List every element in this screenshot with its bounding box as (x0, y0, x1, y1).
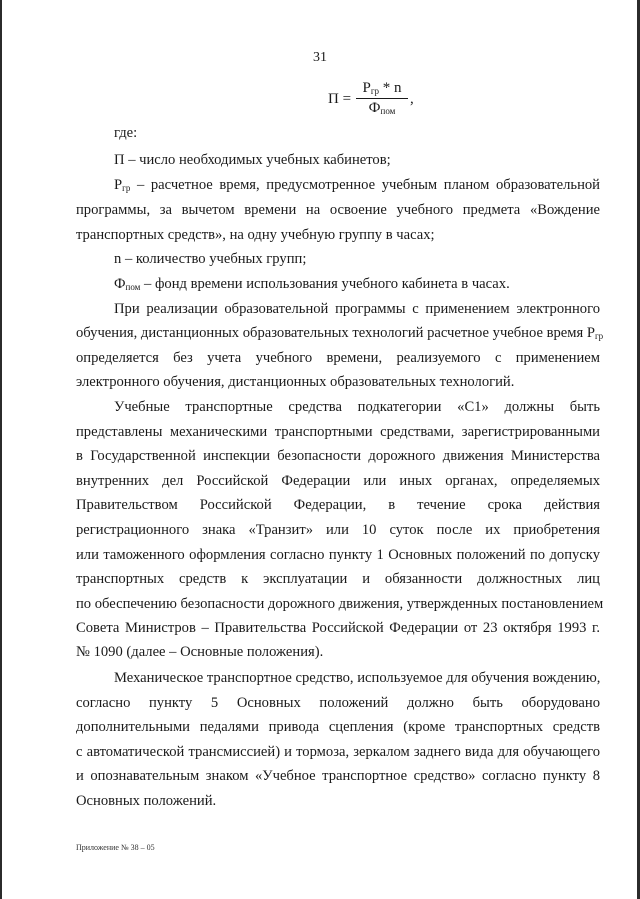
paragraph-line (114, 175, 600, 198)
paragraph-line: определяется без учета учебного времени, реализуемого с применением (76, 350, 600, 366)
formula-denominator (356, 100, 408, 117)
paragraph-line: Совета Министров – Правительства Российской Федерации от 23 октября 1993 г. (76, 620, 600, 636)
numerator-symbol: P (362, 80, 371, 96)
paragraph-line: представлены механическими транспортными средствами, зарегистрированными (76, 424, 600, 440)
formula-lhs: П = (328, 91, 352, 107)
text-span: P (114, 177, 123, 193)
paragraph-line: по обеспечению безопасности дорожного движения, утвержденных постановлением (76, 596, 604, 612)
paragraph-line: внутренних дел Российской Федерации или иных органах, определяемых (76, 473, 600, 489)
paragraph-line: с автоматической трансмиссией) и тормоза, зеркалом заднего вида для обучающего (76, 744, 600, 760)
paragraph-line: n – количество учебных групп; (114, 251, 307, 267)
subscript: пом (125, 282, 141, 292)
numerator-rest: * n (379, 80, 402, 96)
paragraph-line: транспортных средств», на одну учебную группу в часах; (76, 227, 435, 243)
fraction-bar (356, 98, 408, 99)
paragraph-line (114, 274, 510, 297)
paragraph-line: и опознавательным знаком «Учебное транспортное средство» согласно пункту 8 (76, 768, 600, 784)
paragraph-line: П – число необходимых учебных кабинетов; (114, 152, 391, 168)
paragraph-line: программы, за вычетом времени на освоение учебного предмета «Вождение (76, 202, 600, 218)
formula-fraction (356, 80, 408, 117)
text-span: Ф (114, 276, 126, 292)
subscript: гр (594, 331, 604, 341)
text-span: обучения, дистанционных образовательных технологий расчетное учебное время P (76, 325, 595, 341)
page-edge-left (0, 0, 2, 899)
paragraph-line: согласно пункту 5 Основных положений должно быть оборудовано (76, 695, 600, 711)
text-span: – расчетное время, предусмотренное учебным планом образовательной (130, 177, 600, 193)
paragraph-line: Основных положений. (76, 793, 217, 809)
paragraph-line: или таможенного оформления согласно пункту 1 Основных положений по допуску (76, 547, 600, 563)
denominator-symbol: Ф (368, 100, 381, 116)
paragraph-line: № 1090 (далее – Основные положения). (76, 644, 324, 660)
paragraph-line: в Государственной инспекции безопасности дорожного движения Министерства (76, 448, 600, 464)
formula-tail: , (410, 91, 414, 107)
paragraph-line (76, 323, 603, 346)
paragraph-line: Механическое транспортное средство, используемое для обучения вождению, (114, 670, 601, 686)
paragraph-line: При реализации образовательной программы с применением электронного (114, 301, 600, 317)
paragraph-line: электронного обучения, дистанционных образовательных технологий. (76, 374, 515, 390)
text-span: – фонд времени использования учебного кабинета в часах. (140, 276, 510, 292)
subscript: гр (122, 183, 131, 193)
denominator-subscript: пом (380, 106, 396, 116)
paragraph-line: где: (114, 125, 138, 141)
paragraph-line: регистрационного знака «Транзит» или 10 суток после их приобретения (76, 522, 600, 538)
formula-numerator (356, 80, 408, 97)
paragraph-line: дополнительными педалями привода сцепления (кроме транспортных средств (76, 719, 600, 735)
page-number: 31 (313, 50, 327, 65)
paragraph-line: Правительством Российской Федерации, в течение срока действия (76, 497, 600, 513)
footer-note: Приложение № 38 – 05 (76, 843, 155, 852)
numerator-subscript: гр (370, 86, 380, 96)
paragraph-line: Учебные транспортные средства подкатегории «C1» должны быть (114, 399, 600, 415)
paragraph-line: транспортных средств к эксплуатации и обязанности должностных лиц (76, 571, 600, 587)
